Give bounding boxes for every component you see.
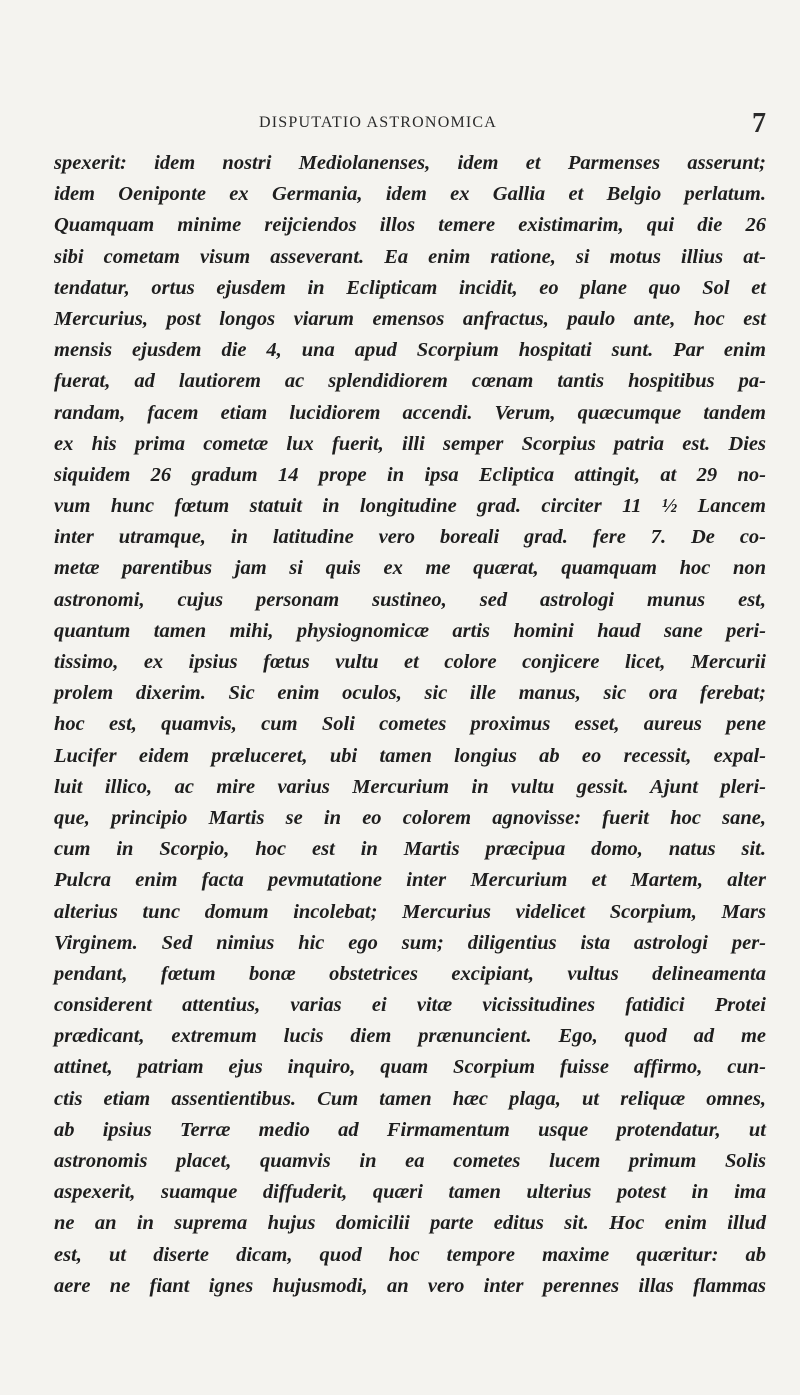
text-line: est, ut diserte dicam, quod hoc tempore maxime quæritur: ab [54,1243,766,1266]
text-line: quantum tamen mihi, physiognomicæ artis homini haud sane peri- [54,619,766,642]
text-line: prolem dixerim. Sic enim oculos, sic ille manus, sic ora ferebat; [54,682,766,705]
text-line: pendant, fœtum bonæ obstetrices excipiant, vultus delineamenta [54,962,766,985]
text-line: siquidem 26 gradum 14 prope in ipsa Ecliptica attingit, at 29 no- [54,463,766,486]
text-line: fuerat, ad lautiorem ac splendidiorem cœnam tantis hospitibus pa- [54,370,766,393]
text-line: spexerit: idem nostri Mediolanenses, idem et Parmenses asserunt; [54,152,766,174]
text-line: Mercurius, post longos viarum emensos anfractus, paulo ante, hoc est [54,307,766,330]
text-line: attinet, patriam ejus inquiro, quam Scorpium fuisse affirmo, cun- [54,1056,766,1079]
text-line: ctis etiam assentientibus. Cum tamen hæc plaga, ut reliquæ omnes, [54,1087,766,1110]
text-line: vum hunc fœtum statuit in longitudine grad. circiter 11 ½ Lancem [54,495,766,518]
text-line: aere ne fiant ignes hujusmodi, an vero inter perennes illas flammas [54,1274,766,1297]
text-line: ne an in suprema hujus domicilii parte editus sit. Hoc enim illud [54,1212,766,1235]
text-line: tissimo, ex ipsius fœtus vultu et colore conjicere licet, Mercurii [54,651,766,673]
text-line: astronomis placet, quamvis in ea cometes lucem primum Solis [54,1150,766,1172]
text-line: cum in Scorpio, hoc est in Martis præcipua domo, natus sit. [54,838,766,861]
text-line: Virginem. Sed nimius hic ego sum; diligentius ista astrologi per- [54,931,766,954]
page-number: 7 [752,108,766,139]
page-header [0,108,800,142]
body-text [54,148,766,1302]
text-line: inter utramque, in latitudine vero boreali grad. fere 7. De co- [54,526,766,549]
running-title: DISPUTATIO ASTRONOMICA [259,114,498,131]
text-line: Pulcra enim facta pevmutatione inter Mercurium et Martem, alter [54,869,766,892]
text-line: ex his prima cometæ lux fuerit, illi semper Scorpius patria est. Dies [54,432,766,455]
text-line: prædicant, extremum lucis diem prænuncient. Ego, quod ad me [54,1025,766,1048]
text-line: luit illico, ac mire varius Mercurium in vultu gessit. Ajunt pleri- [54,775,766,798]
text-line: considerent attentius, varias ei vitæ vicissitudines fatidici Protei [54,994,766,1017]
text-line: hoc est, quamvis, cum Soli cometes proximus esset, aureus pene [54,713,766,736]
text-line: que, principio Martis se in eo colorem agnovisse: fuerit hoc sane, [54,806,766,829]
text-line: tendatur, ortus ejusdem in Eclipticam incidit, eo plane quo Sol et [54,276,766,299]
text-line: Lucifer eidem præluceret, ubi tamen longius ab eo recessit, expal- [54,744,766,767]
text-line: astronomi, cujus personam sustineo, sed astrologi munus est, [54,588,766,611]
text-line: idem Oeniponte ex Germania, idem ex Gallia et Belgio perlatum. [54,183,766,206]
text-line: Quamquam minime reijciendos illos temere existimarim, qui die 26 [54,214,766,237]
text-line: sibi cometam visum asseverant. Ea enim ratione, si motus illius at- [54,245,766,268]
text-line: aspexerit, suamque diffuderit, quæri tamen ulterius potest in ima [54,1181,766,1204]
text-line: alterius tunc domum incolebat; Mercurius videlicet Scorpium, Mars [54,900,766,923]
text-line: ab ipsius Terræ medio ad Firmamentum usque protendatur, ut [54,1118,766,1141]
text-line: randam, facem etiam lucidiorem accendi. Verum, quæcumque tandem [54,401,766,424]
text-line: mensis ejusdem die 4, una apud Scorpium hospitati sunt. Par enim [54,339,766,362]
text-line: metæ parentibus jam si quis ex me quærat, quamquam hoc non [54,557,766,580]
